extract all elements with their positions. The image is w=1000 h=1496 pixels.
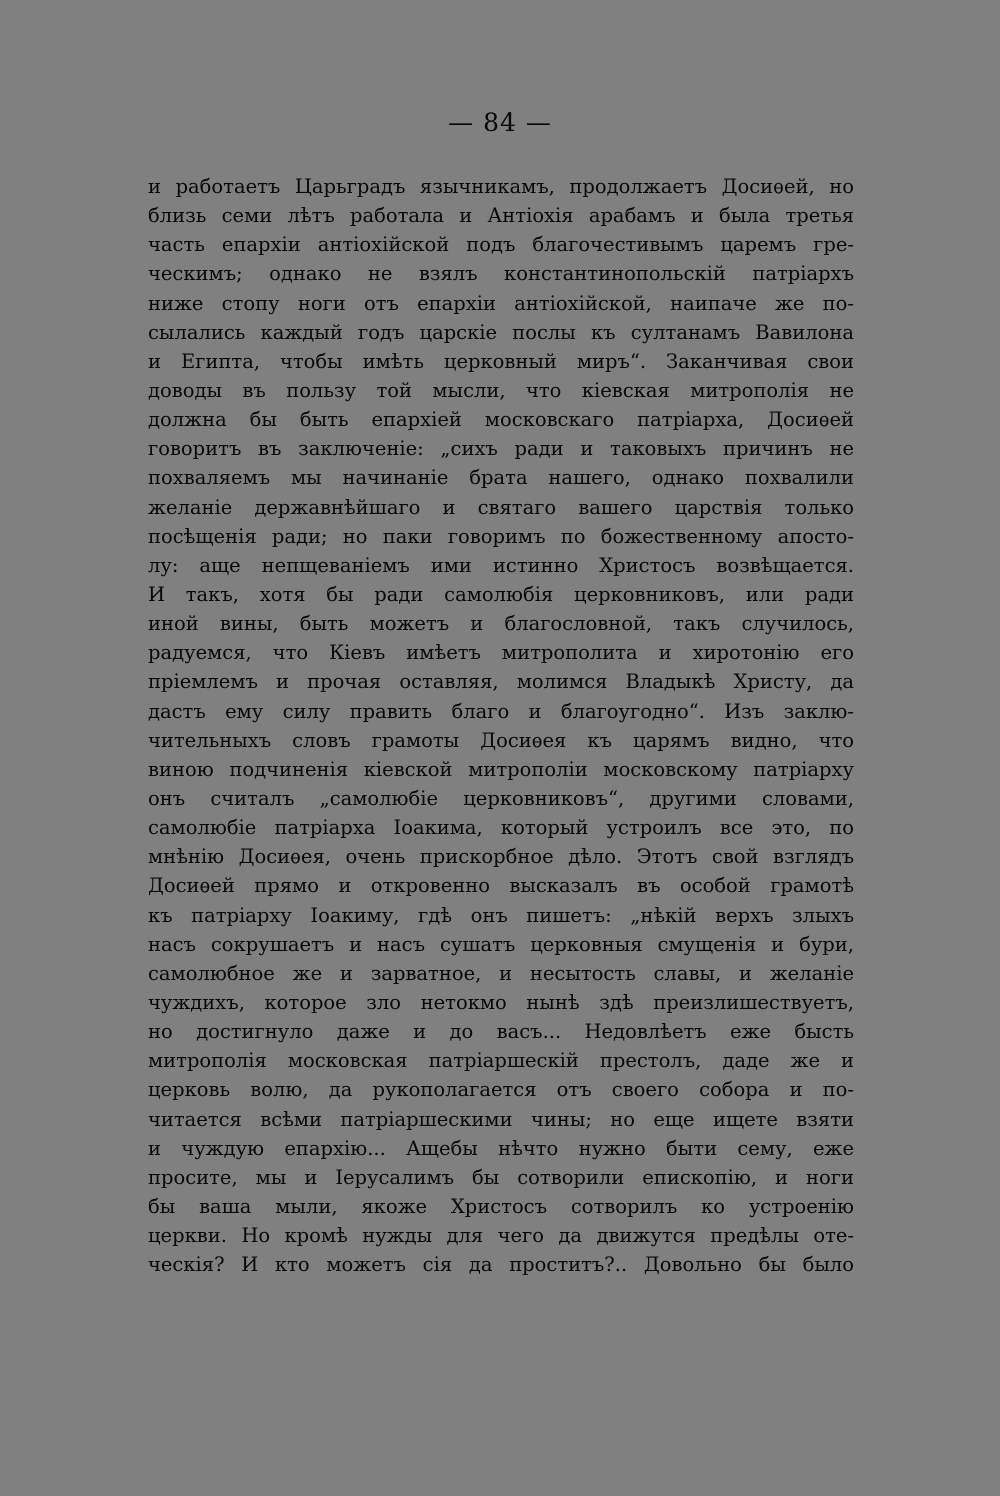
text-line: и Египта, чтобы имѣть церковный миръ“. Заканчивая свои (148, 349, 854, 373)
text-line: онъ считалъ „самолюбіе церковниковъ“, другими словами, (148, 786, 854, 810)
text-line: сылались каждый годъ царскіе послы къ султанамъ Вавилона (148, 320, 854, 344)
text-line: и работаетъ Царьградъ язычникамъ, продолжаетъ Досиѳей, но (148, 175, 854, 198)
text-line: чительныхъ словъ грамоты Досиѳея къ царямъ видно, что (148, 728, 854, 752)
text-line: насъ сокрушаетъ и насъ сушатъ церковныя смущенія и бури, (148, 932, 854, 956)
text-line: бы ваша мыли, якоже Христосъ сотворилъ ко устроенію (148, 1194, 854, 1218)
text-line: должна бы быть епархіей московскаго патріарха, Досиѳей (148, 408, 854, 432)
text-line: и чуждую епархію... Ащебы нѣчто нужно быти сему, еже (148, 1136, 854, 1160)
text-line: лу: аще непщеваніемъ ими истинно Христосъ возвѣщается. (148, 553, 854, 577)
text-line: И такъ, хотя бы ради самолюбія церковниковъ, или ради (148, 582, 854, 606)
text-line: желаніе державнѣйшаго и святаго вашего царствія только (148, 495, 854, 519)
text-line: самолюбіе патріарха Іоакима, который устроилъ все это, по (148, 816, 854, 840)
body-text (148, 172, 854, 1279)
text-line: посѣщенія ради; но паки говоримъ по божественному апосто- (148, 524, 854, 548)
text-line: говоритъ въ заключеніе: „сихъ ради и таковыхъ причинъ не (148, 437, 854, 461)
text-line: мнѣнію Досиѳея, очень прискорбное дѣло. Этотъ свой взглядъ (148, 845, 854, 869)
text-line: церковь волю, да рукополагается отъ своего собора и по- (148, 1078, 854, 1102)
text-line: церкви. Но кромѣ нужды для чего да движутся предѣлы оте- (148, 1224, 854, 1248)
text-line: ческія? И кто можетъ сія да проститъ?.. Довольно бы было (148, 1253, 854, 1277)
text-line: иной вины, быть можетъ и благословной, такъ случилось, (148, 612, 854, 636)
text-line: но достигнуло даже и до васъ... Недовлѣетъ еже бысть (148, 1020, 854, 1044)
text-line: просите, мы и Іерусалимъ бы сотворили епископію, и ноги (148, 1165, 854, 1189)
text-line: къ патріарху Іоакиму, гдѣ онъ пишетъ: „нѣкій верхъ злыхъ (148, 903, 854, 927)
text-line: самолюбное же и зарватное, и несытость славы, и желаніе (148, 961, 854, 985)
text-line: похваляемъ мы начинаніе брата нашего, однако похвалили (148, 466, 854, 490)
text-line: митрополія московская патріаршескій престолъ, даде же и (148, 1049, 854, 1073)
text-line: виною подчиненія кіевской митрополіи московскому патріарху (148, 757, 854, 781)
text-line: Досиѳей прямо и откровенно высказалъ въ особой грамотѣ (148, 874, 854, 898)
text-line: радуемся, что Кіевъ имѣетъ митрополита и хиротонію его (148, 641, 854, 665)
text-line: доводы въ пользу той мысли, что кіевская митрополія не (148, 378, 854, 402)
text-line: ческимъ; однако не взялъ константинопольскій патріархъ (148, 262, 854, 286)
text-line: чуждихъ, которое зло нетокмо нынѣ здѣ преизлишествуетъ, (148, 990, 854, 1014)
text-line: пріемлемъ и прочая оставляя, молимся Владыкѣ Христу, да (148, 670, 854, 694)
page-number: — 84 — (448, 108, 552, 137)
text-line: часть епархіи антіохійской подъ благочестивымъ царемъ гре- (148, 233, 854, 257)
text-line: близь семи лѣтъ работала и Антіохія арабамъ и была третья (148, 204, 854, 228)
text-line: читается всѣми патріаршескими чины; но еще ищете взяти (148, 1107, 854, 1131)
text-line: дастъ ему силу править благо и благоугодно“. Изъ заклю- (148, 699, 854, 723)
text-line: ниже стопу ноги отъ епархіи антіохійской, наипаче же по- (148, 291, 854, 315)
